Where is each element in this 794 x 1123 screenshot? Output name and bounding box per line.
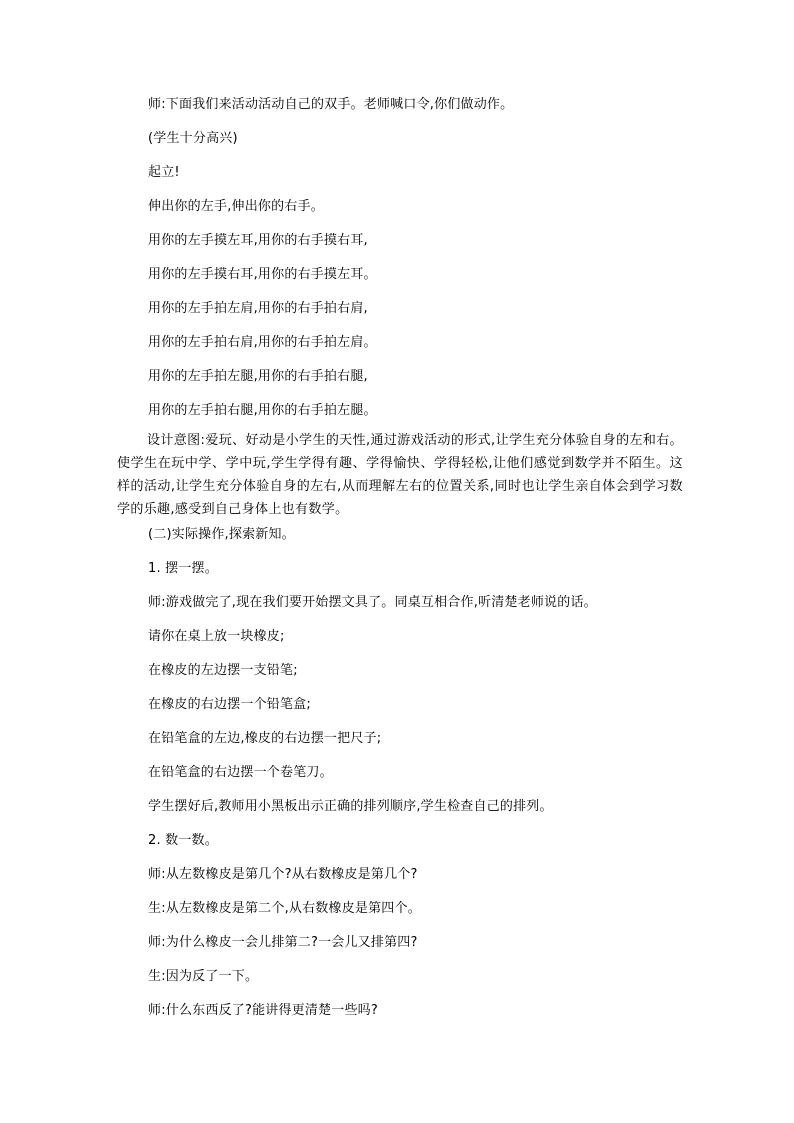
- text-line: 起立!: [148, 165, 180, 180]
- text-line: 伸出你的左手,伸出你的右手。: [148, 199, 324, 214]
- text-line: 用你的左手摸右耳,用你的右手摸左耳。: [148, 267, 377, 282]
- text-line: 用你的左手拍右腿,用你的右手拍左腿。: [148, 403, 377, 418]
- text-line: (学生十分高兴): [148, 131, 238, 146]
- section-heading: (二)实际操作,探索新知。: [148, 527, 295, 542]
- design-intent-paragraph: 设计意图:爱玩、好动是小学生的天性,通过游戏活动的形式,让学生充分体验自身的左和右。使学生在玩中学、学中玩,学生学得有趣、学得愉快、学得轻松,让他们感觉到数学并不陌生。这样的活动,让学生充分体验自身的左右,从而理解左右的位置关系,同时也让学生亲自体会到学习数学的乐趣,感受到自己身体上也有数学。: [117, 433, 683, 517]
- text-line: 师:游戏做完了,现在我们要开始摆文具了。同桌互相合作,听清楚老师说的话。: [148, 595, 597, 610]
- text-line: 用你的左手摸左耳,用你的右手摸右耳,: [148, 233, 368, 248]
- text-line: 在铅笔盒的右边摆一个卷笔刀。: [148, 765, 333, 780]
- text-line: 在橡皮的左边摆一支铅笔;: [148, 663, 298, 678]
- step-heading: 1. 摆一摆。: [148, 561, 218, 576]
- text-line: 师:为什么橡皮一会儿排第二?一会儿又排第四?: [148, 935, 418, 950]
- text-line: 请你在桌上放一块橡皮;: [148, 629, 285, 644]
- text-line: 生:因为反了一下。: [148, 969, 259, 984]
- text-line: 用你的左手拍左肩,用你的右手拍右肩,: [148, 301, 368, 316]
- text-line: 在铅笔盒的左边,橡皮的右边摆一把尺子;: [148, 731, 382, 746]
- text-line: 师:从左数橡皮是第几个?从右数橡皮是第几个?: [148, 867, 418, 882]
- text-line: 学生摆好后,教师用小黑板出示正确的排列顺序,学生检查自己的排列。: [148, 799, 553, 814]
- text-line: 生:从左数橡皮是第二个,从右数橡皮是第四个。: [148, 901, 421, 916]
- step-heading: 2. 数一数。: [148, 833, 218, 848]
- text-line: 用你的左手拍左腿,用你的右手拍右腿,: [148, 369, 368, 384]
- text-line: 师:下面我们来活动活动自己的双手。老师喊口令,你们做动作。: [148, 97, 514, 112]
- text-line: 在橡皮的右边摆一个铅笔盒;: [148, 697, 311, 712]
- text-line: 师:什么东西反了?能讲得更清楚一些吗?: [148, 1003, 378, 1018]
- text-line: 用你的左手拍右肩,用你的右手拍左肩。: [148, 335, 377, 350]
